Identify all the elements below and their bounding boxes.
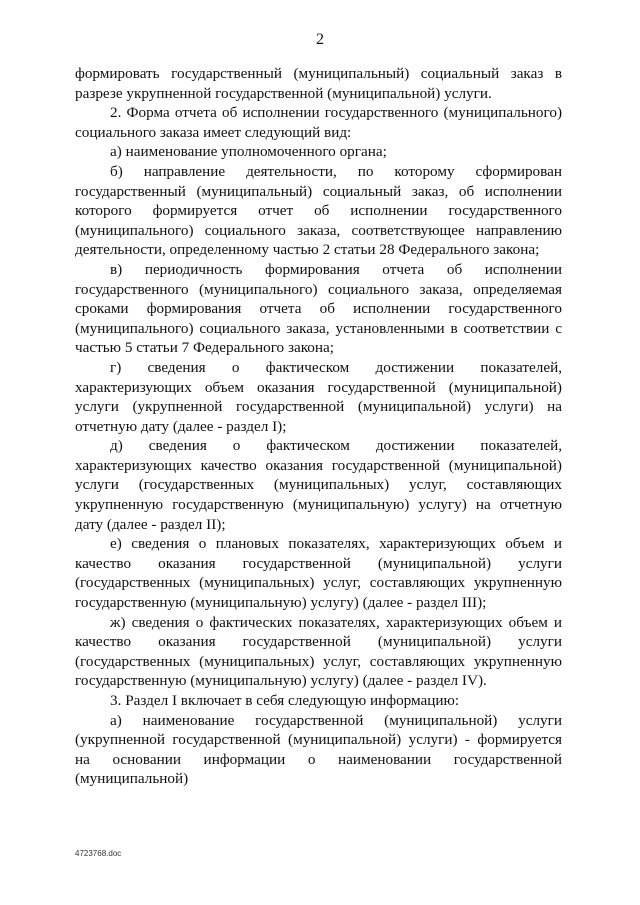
paragraph-item-b: б) направление деятельности, по которому сформирован государственный (муниципальный) социальный заказ, об исполнении которого формируется отчет об исполнении государственного (муниципального) социального заказа, соответствующее направлению деятельности, определенному частью 2 статьи 28 Федерального закона; [75, 162, 562, 259]
page-number: 2 [316, 31, 324, 48]
paragraph-item-v: в) периодичность формирования отчета об исполнении государственного (муниципального) социального заказа, определяемая сроками формирования отчета об исполнении государственного (муниципального) социального заказа, установленными в соответствии с частью 5 статьи 7 Федерального закона; [75, 260, 562, 357]
paragraph-item-a: а) наименование уполномоченного органа; [110, 143, 387, 161]
paragraph-item-zh: ж) сведения о фактических показателях, характеризующих объем и качество оказания государственной (муниципальной) услуги (государственных (муниципальных) услуг, составляющих укрупненную государственную (муниципальную) услугу) (далее - раздел IV). [75, 613, 562, 690]
document-body [75, 64, 562, 789]
footer-document-code: 4723768.doc [75, 849, 122, 858]
paragraph-continuation: формировать государственный (муниципальный) социальный заказ в разрезе укрупненной государственной (муниципальной) услуги. [75, 65, 562, 102]
paragraph-item-e: е) сведения о плановых показателях, характеризующих объем и качество оказания государственной (муниципальной) услуги (государственных (муниципальных) услуг, составляющих укрупненную государственную (муниципальную) услугу) (далее - раздел III); [75, 535, 562, 612]
paragraph-item-3: 3. Раздел I включает в себя следующую информацию: [110, 692, 460, 709]
paragraph-item-3a: а) наименование государственной (муниципальной) услуги (укрупненной государственной (муниципальной) услуги) - формируется на основании информации о наименовании государственной (муниципальной) [75, 711, 562, 788]
paragraph-item-2: 2. Форма отчета об исполнении государственного (муниципального) социального заказа имеет следующий вид: [75, 104, 562, 141]
paragraph-item-g: г) сведения о фактическом достижении показателей, характеризующих объем оказания государственной (муниципальной) услуги (укрупненной государственной (муниципальной) услуги) на отчетную дату (далее - раздел I); [75, 358, 562, 435]
paragraph-item-d: д) сведения о фактическом достижении показателей, характеризующих качество оказания государственной (муниципальной) услуги (государственных (муниципальных) услуг, составляющих укрупненную государственную (муниципальную) услугу) на отчетную дату (далее - раздел II); [75, 437, 562, 533]
